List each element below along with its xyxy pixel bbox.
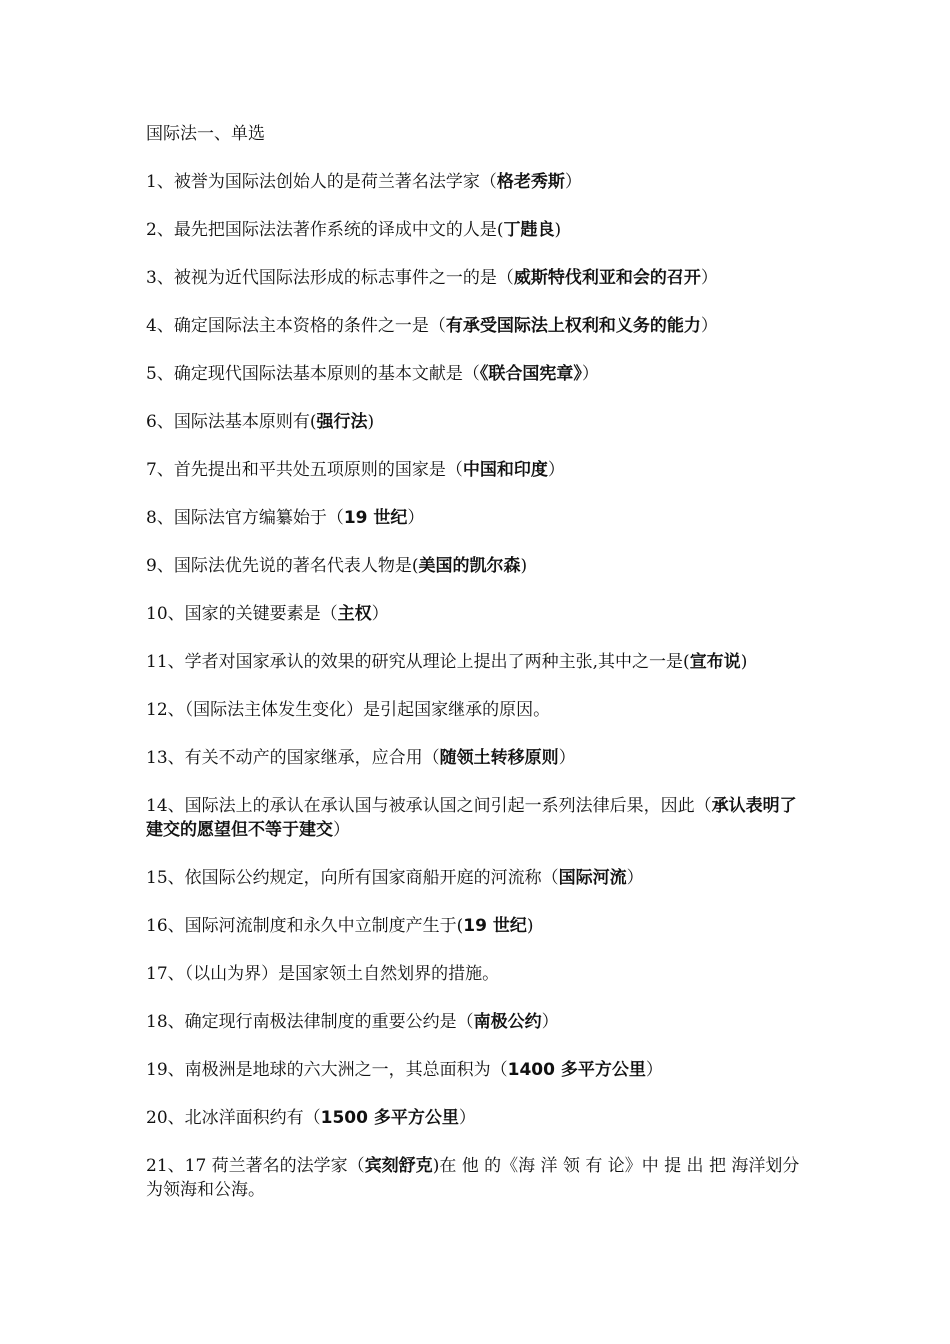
- question-text-end: ）: [645, 1060, 663, 1080]
- question-text: 国际法上的承认在承认国与被承认国之间引起一系列法律后果，因此（: [184, 796, 712, 816]
- question-answer: 有承受国际法上权利和义务的能力: [445, 316, 701, 336]
- question-text-end: ): [526, 916, 534, 936]
- question-text: 确定现行南极法律制度的重要公约是（: [184, 1012, 474, 1032]
- question-number: 21、: [146, 1156, 185, 1176]
- question-text: 国际法基本原则有(: [173, 412, 317, 432]
- question-answer: 19 世纪: [463, 916, 527, 936]
- section-heading: 国际法一、单选: [146, 124, 265, 144]
- question-number: 14、: [146, 796, 185, 816]
- question-number: 20、: [146, 1108, 185, 1128]
- question-text: （国际法主体发生变化）是引起国家继承的原因。: [184, 700, 551, 720]
- question-list: [146, 170, 802, 1202]
- question-text-end: ）: [371, 604, 389, 624]
- question-text-end: ）: [407, 508, 425, 528]
- question-text-end: ）: [700, 268, 718, 288]
- question-text-end: ): [367, 412, 375, 432]
- question-number: 11、: [146, 652, 185, 672]
- question-text-end: ）: [558, 748, 576, 768]
- question-text-end: ）: [333, 820, 350, 840]
- question-text: 学者对国家承认的效果的研究从理论上提出了两种主张,其中之一是(: [184, 652, 690, 672]
- question-text: 依国际公约规定，向所有国家商船开庭的河流称（: [184, 868, 559, 888]
- question-number: 12、: [146, 700, 185, 720]
- question-item: [146, 314, 802, 338]
- question-answer: 南极公约: [473, 1012, 542, 1032]
- question-item: [146, 506, 802, 530]
- question-item: [146, 602, 802, 626]
- question-text: 被视为近代国际法形成的标志事件之一的是（: [173, 268, 514, 288]
- question-number: 19、: [146, 1060, 185, 1080]
- question-text: 国家的关键要素是（: [184, 604, 338, 624]
- question-item: [146, 1106, 802, 1130]
- question-number: 6、: [146, 412, 174, 432]
- question-text: 确定国际法主本资格的条件之一是（: [173, 316, 446, 336]
- question-text: 国际法官方编纂始于（: [173, 508, 344, 528]
- question-answer: 承认表明了建交的愿望但不等于建交: [146, 796, 797, 840]
- question-number: 18、: [146, 1012, 185, 1032]
- question-text: 17 荷兰著名的法学家（: [184, 1156, 365, 1176]
- question-item: [146, 362, 802, 386]
- question-text: 北冰洋面积约有（: [184, 1108, 321, 1128]
- question-item: [146, 170, 802, 194]
- question-text-end: ）: [564, 172, 582, 192]
- question-number: 3、: [146, 268, 174, 288]
- question-number: 16、: [146, 916, 185, 936]
- document-body: [146, 122, 802, 1226]
- question-text-end: ): [740, 652, 748, 672]
- question-item: [146, 914, 802, 938]
- question-text-end: ）: [581, 364, 599, 384]
- question-item: [146, 698, 802, 722]
- question-item: [146, 218, 802, 242]
- question-answer: 强行法: [316, 412, 368, 432]
- question-answer: 中国和印度: [462, 460, 548, 480]
- question-answer: 丁韪良: [503, 220, 555, 240]
- question-number: 1、: [146, 172, 174, 192]
- question-answer: 国际河流: [558, 868, 627, 888]
- question-text: 最先把国际法法著作系统的译成中文的人是(: [173, 220, 504, 240]
- question-text-end: ）: [458, 1108, 476, 1128]
- question-number: 8、: [146, 508, 174, 528]
- question-item: [146, 410, 802, 434]
- question-item: [146, 458, 802, 482]
- question-answer: 1500 多平方公里: [320, 1108, 459, 1128]
- question-answer: 《联合国宪章》: [479, 364, 582, 384]
- question-answer: 威斯特伐利亚和会的召开: [513, 268, 701, 288]
- question-text-end: ）: [700, 316, 718, 336]
- question-text-end: )在 他 的《海 洋 领 有 论》中 提 出 把 海洋划分为领海和公海。: [146, 1156, 800, 1200]
- question-item: [146, 650, 802, 674]
- question-item: [146, 962, 802, 986]
- question-text-end: ）: [547, 460, 565, 480]
- question-text: 国际河流制度和永久中立制度产生于(: [184, 916, 464, 936]
- question-number: 13、: [146, 748, 185, 768]
- question-text: 南极洲是地球的六大洲之一，其总面积为（: [184, 1060, 508, 1080]
- question-text: 国际法优先说的著名代表人物是(: [173, 556, 419, 576]
- question-text: 首先提出和平共处五项原则的国家是（: [173, 460, 463, 480]
- question-answer: 19 世纪: [343, 508, 408, 528]
- question-text-end: ）: [541, 1012, 559, 1032]
- question-text: 被誉为国际法创始人的是荷兰著名法学家（: [173, 172, 497, 192]
- question-text: 有关不动产的国家继承，应合用（: [184, 748, 440, 768]
- question-text: 确定现代国际法基本原则的基本文献是（: [173, 364, 480, 384]
- question-text-end: ): [554, 220, 562, 240]
- question-number: 4、: [146, 316, 174, 336]
- question-number: 17、: [146, 964, 185, 984]
- question-item: [146, 1058, 802, 1082]
- question-text: （以山为界）是国家领土自然划界的措施。: [184, 964, 500, 984]
- question-answer: 宣布说: [689, 652, 741, 672]
- question-number: 9、: [146, 556, 174, 576]
- question-number: 2、: [146, 220, 174, 240]
- question-answer: 主权: [337, 604, 372, 624]
- question-number: 10、: [146, 604, 185, 624]
- question-answer: 格老秀斯: [496, 172, 565, 192]
- question-number: 15、: [146, 868, 185, 888]
- question-answer: 1400 多平方公里: [507, 1060, 646, 1080]
- question-item: [146, 554, 802, 578]
- question-answer: 美国的凯尔森: [418, 556, 521, 576]
- question-number: 5、: [146, 364, 174, 384]
- question-text-end: ): [520, 556, 528, 576]
- question-item: [146, 794, 802, 842]
- question-item: [146, 866, 802, 890]
- question-item: [146, 1154, 802, 1202]
- question-number: 7、: [146, 460, 174, 480]
- question-text-end: ）: [626, 868, 644, 888]
- question-answer: 宾刻舒克: [364, 1156, 433, 1176]
- question-item: [146, 1010, 802, 1034]
- question-item: [146, 746, 802, 770]
- question-answer: 随领土转移原则: [439, 748, 559, 768]
- question-item: [146, 266, 802, 290]
